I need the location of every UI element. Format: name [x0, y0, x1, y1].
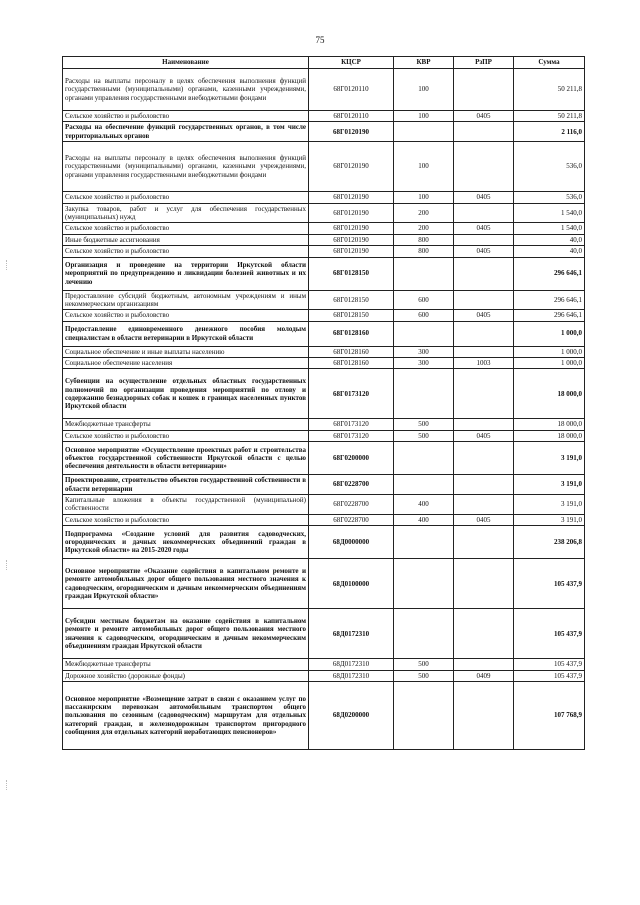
row-name-cell: Сельское хозяйство и рыболовство [63, 430, 309, 441]
row-sum-cell: 105 437,9 [514, 659, 585, 670]
header-sum: Сумма [514, 57, 585, 69]
row-kvr-cell: 800 [394, 234, 454, 245]
row-rzpr-cell [454, 419, 514, 430]
row-rzpr-cell [454, 69, 514, 111]
row-rzpr-cell: 0405 [454, 111, 514, 122]
row-kcsr-cell: 68Д0172310 [309, 670, 394, 681]
row-kvr-cell: 500 [394, 659, 454, 670]
row-kcsr-cell: 68Д0100000 [309, 559, 394, 609]
row-rzpr-cell [454, 203, 514, 223]
row-kcsr-cell: 68Г0120110 [309, 111, 394, 122]
row-kvr-cell [394, 475, 454, 495]
table-row [63, 369, 585, 419]
row-kcsr-cell: 68Д0000000 [309, 526, 394, 559]
row-name-cell: Капитальные вложения в объекты государственной (муниципальной) собственности [63, 495, 309, 515]
row-rzpr-cell [454, 257, 514, 290]
header-kcsr: КЦСР [309, 57, 394, 69]
row-rzpr-cell: 0405 [454, 192, 514, 203]
row-name-cell: Расходы на выплаты персоналу в целях обеспечения выполнения функций государственными (муниципальными) органами, казенными учреждениями, органами управления государственными внебюджетными фондами [63, 69, 309, 111]
row-kvr-cell [394, 559, 454, 609]
row-rzpr-cell [454, 122, 514, 142]
row-rzpr-cell [454, 526, 514, 559]
table-row [63, 122, 585, 142]
row-rzpr-cell: 0405 [454, 223, 514, 234]
table-row [63, 609, 585, 659]
row-sum-cell: 1 000,0 [514, 358, 585, 369]
row-sum-cell: 18 000,0 [514, 369, 585, 419]
row-rzpr-cell [454, 346, 514, 357]
row-sum-cell: 2 116,0 [514, 122, 585, 142]
row-kcsr-cell: 68Г0128150 [309, 310, 394, 321]
table-row [63, 430, 585, 441]
table-row [63, 659, 585, 670]
row-rzpr-cell: 1003 [454, 358, 514, 369]
row-kcsr-cell: 68Г0120190 [309, 234, 394, 245]
table-row [63, 475, 585, 495]
row-sum-cell: 3 191,0 [514, 495, 585, 515]
row-rzpr-cell [454, 234, 514, 245]
row-sum-cell: 50 211,8 [514, 69, 585, 111]
header-rzpr: РзПР [454, 57, 514, 69]
row-sum-cell: 296 646,1 [514, 257, 585, 290]
row-name-cell: Сельское хозяйство и рыболовство [63, 246, 309, 257]
row-sum-cell: 296 646,1 [514, 310, 585, 321]
row-name-cell: Сельское хозяйство и рыболовство [63, 223, 309, 234]
row-sum-cell: 1 540,0 [514, 223, 585, 234]
row-rzpr-cell [454, 609, 514, 659]
row-kvr-cell [394, 257, 454, 290]
page-number: 75 [315, 35, 325, 45]
table-row [63, 358, 585, 369]
table-row [63, 346, 585, 357]
row-rzpr-cell [454, 369, 514, 419]
row-sum-cell: 105 437,9 [514, 609, 585, 659]
row-sum-cell: 18 000,0 [514, 430, 585, 441]
row-name-cell: Расходы на выплаты персоналу в целях обеспечения выполнения функций государственными (муниципальными) органами, казенными учреждениями, органами управления государственными внебюджетными фондами [63, 142, 309, 192]
row-sum-cell: 105 437,9 [514, 559, 585, 609]
row-kcsr-cell: 68Г0120190 [309, 122, 394, 142]
row-kvr-cell: 500 [394, 430, 454, 441]
row-name-cell: Расходы на обеспечение функций государственных органов, в том числе территориальных органов [63, 122, 309, 142]
row-kcsr-cell: 68Г0120190 [309, 246, 394, 257]
header-name: Наименование [63, 57, 309, 69]
row-rzpr-cell [454, 559, 514, 609]
table-row [63, 442, 585, 475]
row-kvr-cell: 500 [394, 670, 454, 681]
row-name-cell: Субсидии местным бюджетам на оказание содействия в капитальном ремонте и ремонте автомобильных дорог общего пользования местного значения к садоводческим, огородническим и дачным некоммерческим объединениям граждан Иркутской области [63, 609, 309, 659]
row-sum-cell: 105 437,9 [514, 670, 585, 681]
table-row [63, 111, 585, 122]
row-rzpr-cell [454, 321, 514, 346]
table-row [63, 246, 585, 257]
table-row [63, 223, 585, 234]
margin-mark [6, 260, 9, 270]
row-kvr-cell: 400 [394, 514, 454, 525]
row-kvr-cell: 600 [394, 290, 454, 310]
table-row [63, 321, 585, 346]
row-name-cell: Межбюджетные трансферты [63, 419, 309, 430]
row-kcsr-cell: 68Г0120190 [309, 223, 394, 234]
row-kvr-cell: 100 [394, 142, 454, 192]
row-kcsr-cell: 68Г0200000 [309, 442, 394, 475]
row-sum-cell: 50 211,8 [514, 111, 585, 122]
row-rzpr-cell [454, 290, 514, 310]
row-kvr-cell: 100 [394, 192, 454, 203]
row-kvr-cell [394, 122, 454, 142]
row-name-cell: Сельское хозяйство и рыболовство [63, 310, 309, 321]
table-row [63, 69, 585, 111]
margin-mark [6, 560, 9, 570]
row-sum-cell: 40,0 [514, 246, 585, 257]
row-kcsr-cell: 68Г0128160 [309, 321, 394, 346]
row-sum-cell: 18 000,0 [514, 419, 585, 430]
row-kcsr-cell: 68Г0120190 [309, 142, 394, 192]
row-name-cell: Дорожное хозяйство (дорожные фонды) [63, 670, 309, 681]
row-kcsr-cell: 68Г0228700 [309, 495, 394, 515]
row-rzpr-cell [454, 142, 514, 192]
row-name-cell: Предоставление единовременного денежного пособия молодым специалистам в области ветеринарии в Иркутской области [63, 321, 309, 346]
row-rzpr-cell: 0405 [454, 514, 514, 525]
row-sum-cell: 3 191,0 [514, 442, 585, 475]
row-name-cell: Социальное обеспечение и иные выплаты населению [63, 346, 309, 357]
row-kcsr-cell: 68Г0128150 [309, 290, 394, 310]
table-row [63, 257, 585, 290]
row-kvr-cell [394, 321, 454, 346]
row-rzpr-cell: 0409 [454, 670, 514, 681]
row-name-cell: Сельское хозяйство и рыболовство [63, 111, 309, 122]
table-row [63, 681, 585, 749]
row-sum-cell: 1 000,0 [514, 321, 585, 346]
row-name-cell: Сельское хозяйство и рыболовство [63, 514, 309, 525]
table-row [63, 192, 585, 203]
row-sum-cell: 1 540,0 [514, 203, 585, 223]
row-name-cell: Закупка товаров, работ и услуг для обеспечения государственных (муниципальных) нужд [63, 203, 309, 223]
margin-mark [6, 780, 9, 790]
table-row [63, 495, 585, 515]
row-kcsr-cell: 68Г0173120 [309, 369, 394, 419]
row-sum-cell: 3 191,0 [514, 475, 585, 495]
table-row [63, 419, 585, 430]
row-kcsr-cell: 68Д0200000 [309, 681, 394, 749]
row-kcsr-cell: 68Д0172310 [309, 659, 394, 670]
row-name-cell: Иные бюджетные ассигнования [63, 234, 309, 245]
row-kcsr-cell: 68Г0228700 [309, 475, 394, 495]
table-row [63, 203, 585, 223]
row-rzpr-cell: 0405 [454, 430, 514, 441]
row-sum-cell: 1 000,0 [514, 346, 585, 357]
row-name-cell: Основное мероприятие «Возмещение затрат в связи с оказанием услуг по пассажирским перевозкам автомобильным транспортом общего пользования по сезонным (садоводческим) маршрутам для отдельных категорий граждан, и железнодорожным транспортом пригородного сообщения для отдельных категорий неработающих пенсионеров» [63, 681, 309, 749]
row-kvr-cell [394, 526, 454, 559]
row-kcsr-cell: 68Г0120190 [309, 203, 394, 223]
row-kvr-cell: 200 [394, 203, 454, 223]
table-row [63, 310, 585, 321]
row-kvr-cell [394, 369, 454, 419]
row-name-cell: Субвенции на осуществление отдельных областных государственных полномочий по организации проведения мероприятий по отлову и содержанию безнадзорных собак и кошек в границах населенных пунктов Иркутской области [63, 369, 309, 419]
row-kvr-cell: 300 [394, 358, 454, 369]
row-sum-cell: 536,0 [514, 192, 585, 203]
row-kcsr-cell: 68Г0173120 [309, 419, 394, 430]
row-kvr-cell [394, 681, 454, 749]
row-kvr-cell: 800 [394, 246, 454, 257]
row-kcsr-cell: 68Г0128160 [309, 346, 394, 357]
row-rzpr-cell [454, 659, 514, 670]
row-name-cell: Сельское хозяйство и рыболовство [63, 192, 309, 203]
table-row [63, 670, 585, 681]
table-row [63, 142, 585, 192]
row-kcsr-cell: 68Д0172310 [309, 609, 394, 659]
row-sum-cell: 536,0 [514, 142, 585, 192]
row-sum-cell: 107 768,9 [514, 681, 585, 749]
table-row [63, 514, 585, 525]
table-row [63, 290, 585, 310]
table-row [63, 559, 585, 609]
row-rzpr-cell [454, 475, 514, 495]
row-kcsr-cell: 68Г0120110 [309, 69, 394, 111]
row-name-cell: Основное мероприятие «Оказание содействия в капитальном ремонте и ремонте автомобильных дорог общего пользования местного значения к садоводческим, огородническим и дачным некоммерческим объединениям граждан Иркутской области» [63, 559, 309, 609]
header-kvr: КВР [394, 57, 454, 69]
row-rzpr-cell [454, 681, 514, 749]
row-kcsr-cell: 68Г0128160 [309, 358, 394, 369]
row-kvr-cell: 500 [394, 419, 454, 430]
row-rzpr-cell [454, 495, 514, 515]
row-kcsr-cell: 68Г0228700 [309, 514, 394, 525]
row-sum-cell: 40,0 [514, 234, 585, 245]
row-name-cell: Подпрограмма «Создание условий для развития садоводческих, огороднических и дачных некоммерческих объединений граждан в Иркутской области» на 2015-2020 годы [63, 526, 309, 559]
row-name-cell: Социальное обеспечение населения [63, 358, 309, 369]
row-kvr-cell [394, 609, 454, 659]
row-sum-cell: 296 646,1 [514, 290, 585, 310]
row-kvr-cell: 100 [394, 111, 454, 122]
row-rzpr-cell: 0405 [454, 246, 514, 257]
row-kvr-cell: 300 [394, 346, 454, 357]
row-name-cell: Предоставление субсидий бюджетным, автономным учреждениям и иным некоммерческим организациям [63, 290, 309, 310]
row-kcsr-cell: 68Г0120190 [309, 192, 394, 203]
row-kcsr-cell: 68Г0173120 [309, 430, 394, 441]
row-kcsr-cell: 68Г0128150 [309, 257, 394, 290]
row-kvr-cell: 200 [394, 223, 454, 234]
row-name-cell: Основное мероприятие «Осуществление проектных работ и строительства объектов государственной собственности Иркутской области с целью обеспечения деятельности в области ветеринарии» [63, 442, 309, 475]
row-kvr-cell: 400 [394, 495, 454, 515]
row-rzpr-cell [454, 442, 514, 475]
row-kvr-cell [394, 442, 454, 475]
table-header-row [63, 57, 585, 69]
budget-table [62, 56, 585, 750]
row-name-cell: Организация и проведение на территории Иркутской области мероприятий по предупреждению и ликвидации болезней животных и их лечению [63, 257, 309, 290]
row-sum-cell: 238 206,8 [514, 526, 585, 559]
table-row [63, 234, 585, 245]
row-rzpr-cell: 0405 [454, 310, 514, 321]
table-row [63, 526, 585, 559]
row-name-cell: Проектирование, строительство объектов государственной собственности в области ветеринарии [63, 475, 309, 495]
row-name-cell: Межбюджетные трансферты [63, 659, 309, 670]
row-kvr-cell: 600 [394, 310, 454, 321]
row-kvr-cell: 100 [394, 69, 454, 111]
row-sum-cell: 3 191,0 [514, 514, 585, 525]
